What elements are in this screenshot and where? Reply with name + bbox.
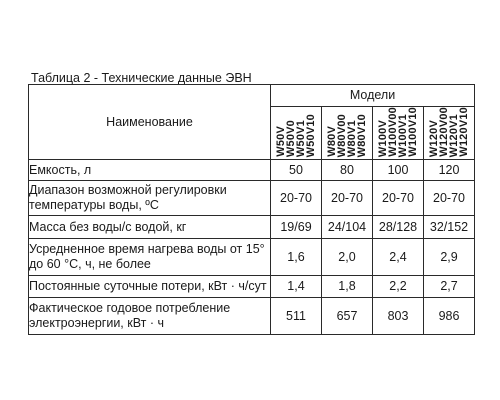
name-column-header: Наименование bbox=[29, 85, 271, 160]
table-row bbox=[29, 239, 475, 276]
table-cell: 24/104 bbox=[322, 216, 373, 239]
model-name: W120V1 bbox=[448, 113, 461, 157]
table-cell: 19/69 bbox=[271, 216, 322, 239]
model-name: W50V0 bbox=[285, 119, 297, 157]
model-header-cell bbox=[322, 107, 373, 160]
model-header-cell bbox=[424, 107, 475, 160]
model-name: W50V10 bbox=[305, 113, 317, 157]
table-cell: 1,4 bbox=[271, 276, 322, 298]
model-name: W120V00 bbox=[438, 107, 451, 157]
table-caption: Таблица 2 - Технические данные ЭВН bbox=[31, 71, 252, 85]
row-label: Масса без воды/с водой, кг bbox=[29, 216, 271, 239]
table-row bbox=[29, 216, 475, 239]
model-name: W100V00 bbox=[387, 107, 399, 157]
table-cell: 120 bbox=[424, 160, 475, 181]
table-row bbox=[29, 160, 475, 181]
table-cell: 2,7 bbox=[424, 276, 475, 298]
table-cell: 2,0 bbox=[322, 239, 373, 276]
row-label: Емкость, л bbox=[29, 160, 271, 181]
model-name: W120V bbox=[428, 119, 441, 157]
table-cell: 657 bbox=[322, 298, 373, 335]
model-name: W50V1 bbox=[295, 119, 307, 157]
table-cell: 803 bbox=[373, 298, 424, 335]
model-name: W100V10 bbox=[407, 107, 419, 157]
row-label: Постоянные суточные потери, кВт · ч/сут bbox=[29, 276, 271, 298]
table-row bbox=[29, 298, 475, 335]
row-label: Усредненное время нагрева воды от 15° до 60 °С, ч, не более bbox=[29, 239, 271, 276]
table-cell: 100 bbox=[373, 160, 424, 181]
model-name: W100V bbox=[377, 119, 389, 157]
model-name: W100V1 bbox=[397, 113, 409, 157]
model-name: W80V00 bbox=[336, 113, 348, 157]
table-cell: 20-70 bbox=[373, 181, 424, 216]
table-row bbox=[29, 181, 475, 216]
table-cell: 2,2 bbox=[373, 276, 424, 298]
technical-data-table bbox=[28, 84, 475, 335]
model-name: W120V10 bbox=[458, 107, 471, 157]
model-name: W50V bbox=[275, 126, 287, 157]
table-cell: 50 bbox=[271, 160, 322, 181]
model-header-cell bbox=[271, 107, 322, 160]
model-name: W80V1 bbox=[346, 119, 358, 157]
row-label: Фактическое годовое потребление электроэнергии, кВт · ч bbox=[29, 298, 271, 335]
table-cell: 80 bbox=[322, 160, 373, 181]
table-cell: 2,4 bbox=[373, 239, 424, 276]
row-label: Диапазон возможной регулировки температуры воды, ºС bbox=[29, 181, 271, 216]
table-cell: 28/128 bbox=[373, 216, 424, 239]
model-name: W80V bbox=[326, 126, 338, 157]
table-cell: 2,9 bbox=[424, 239, 475, 276]
table-cell: 986 bbox=[424, 298, 475, 335]
model-header-cell bbox=[373, 107, 424, 160]
table-row bbox=[29, 276, 475, 298]
table-cell: 32/152 bbox=[424, 216, 475, 239]
table-cell: 20-70 bbox=[424, 181, 475, 216]
table-cell: 20-70 bbox=[271, 181, 322, 216]
table-cell: 1,8 bbox=[322, 276, 373, 298]
model-name: W80V10 bbox=[356, 113, 368, 157]
table-cell: 20-70 bbox=[322, 181, 373, 216]
models-column-header: Модели bbox=[271, 85, 475, 107]
table-cell: 511 bbox=[271, 298, 322, 335]
table-cell: 1,6 bbox=[271, 239, 322, 276]
